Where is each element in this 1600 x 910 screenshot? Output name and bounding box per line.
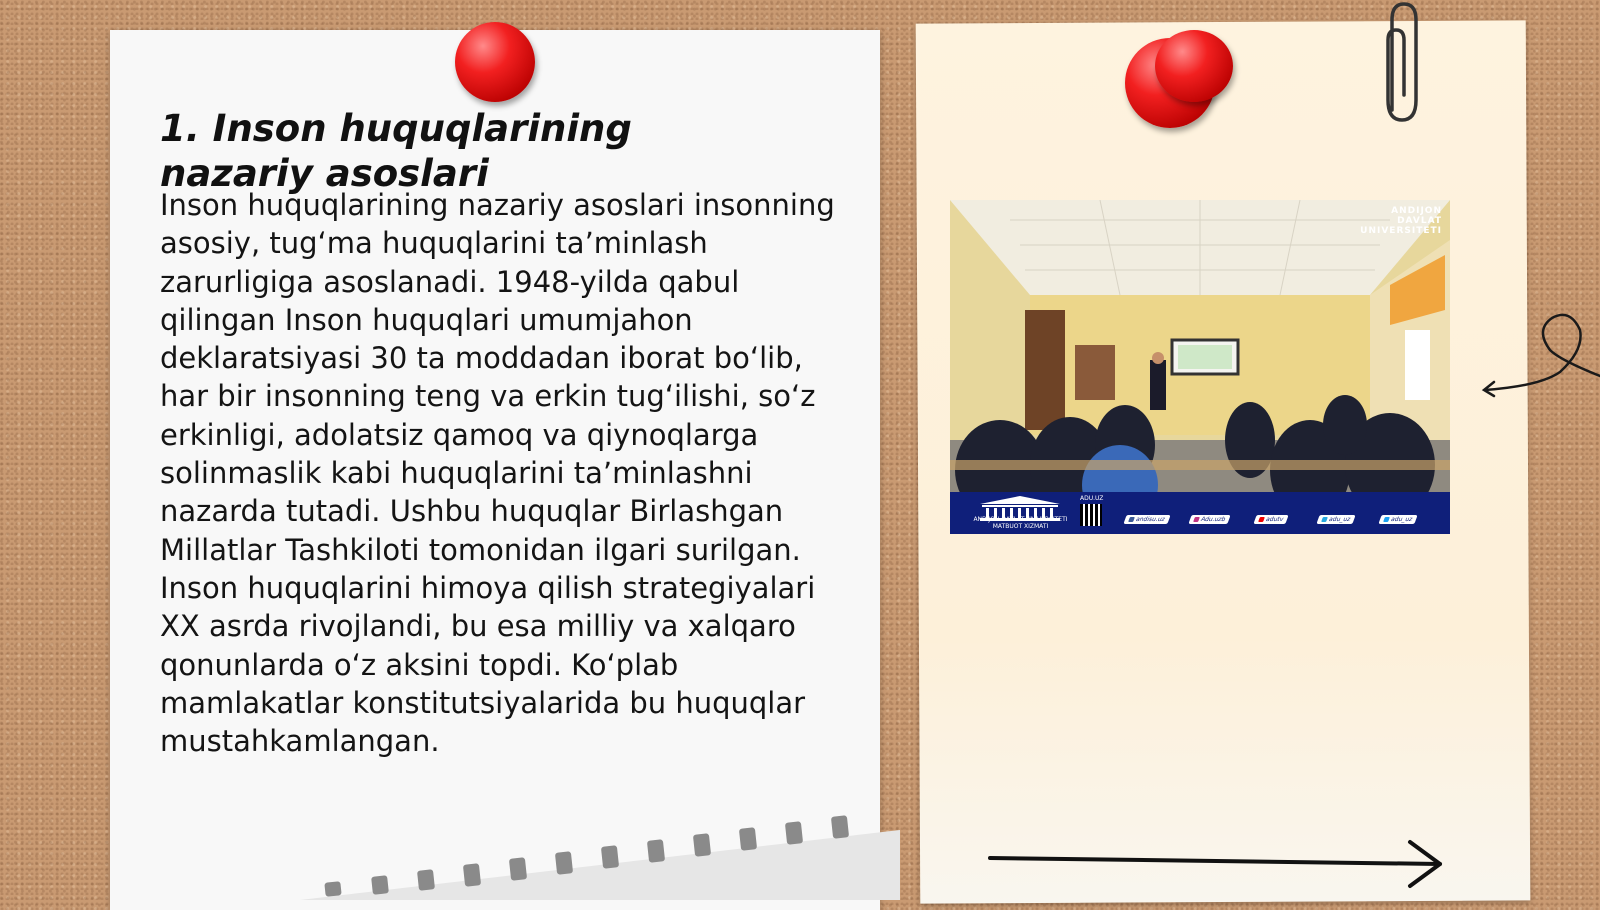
paper-clip-icon	[1380, 0, 1420, 125]
slide-title: 1. Inson huquqlarining nazariy asoslari	[160, 107, 632, 195]
social-telegram	[1316, 515, 1356, 524]
classroom-photo	[950, 200, 1450, 534]
social-label: adu_uz	[1327, 516, 1352, 523]
social-twitter	[1378, 515, 1418, 524]
social-youtube	[1253, 515, 1288, 524]
social-facebook	[1123, 515, 1170, 524]
social-label: adu_uz	[1389, 516, 1414, 523]
logo-line: DAVLAT	[1397, 216, 1442, 226]
logo-line: UNIVERSITETI	[1360, 226, 1442, 236]
squiggle-arrow-icon	[1480, 310, 1600, 410]
social-label: Adu.uzb	[1199, 516, 1227, 523]
push-pin-icon	[1155, 30, 1233, 102]
push-pin-icon	[455, 22, 535, 102]
social-label: andisu.uz	[1134, 516, 1167, 523]
university-logo-text	[1360, 206, 1442, 236]
press-service-name: ANDIJON DAVLAT UNIVERSITETI MATBUOT XIZMATI	[973, 516, 1068, 530]
logo-line: ANDIJON	[1391, 206, 1442, 216]
social-instagram	[1188, 515, 1231, 524]
photo-footer-banner	[950, 492, 1450, 534]
qr-code-icon	[1080, 504, 1102, 526]
slide-body-text: Inson huquqlarining nazariy asoslari insonning asosiy, tug‘ma huquqlarini ta’minlash zarurligiga asoslanadi. 1948-yilda qabul qilingan Inson huquqlari umumjahon deklaratsiyasi 30 ta moddadan iborat bo‘lib, har bir insonning teng va erkin tug‘ilishi, so‘z erkinligi, adolatsiz qamoq va qiynoqlarga solinmaslik kabi huquqlarini ta’minlashni nazarda tutadi. Ushbu huquqlar Birlashgan Millatlar Tashkiloti tomonidan ilgari surilgan. Inson huquqlarini himoya qilish strategiyalari XX asrda rivojlandi, bu esa milliy va xalqaro qonunlarda o‘z aksini topdi. Ko‘plab mamlakatlar konstitutsiyalarida bu huquqlar mustahkamlangan.	[160, 188, 835, 759]
social-label: adutv	[1264, 516, 1285, 523]
classroom-scene	[950, 200, 1450, 534]
arrow-right-icon	[985, 838, 1450, 898]
torn-paper-edge	[300, 800, 900, 900]
footer-site-label: ADU.UZ	[1080, 495, 1104, 502]
